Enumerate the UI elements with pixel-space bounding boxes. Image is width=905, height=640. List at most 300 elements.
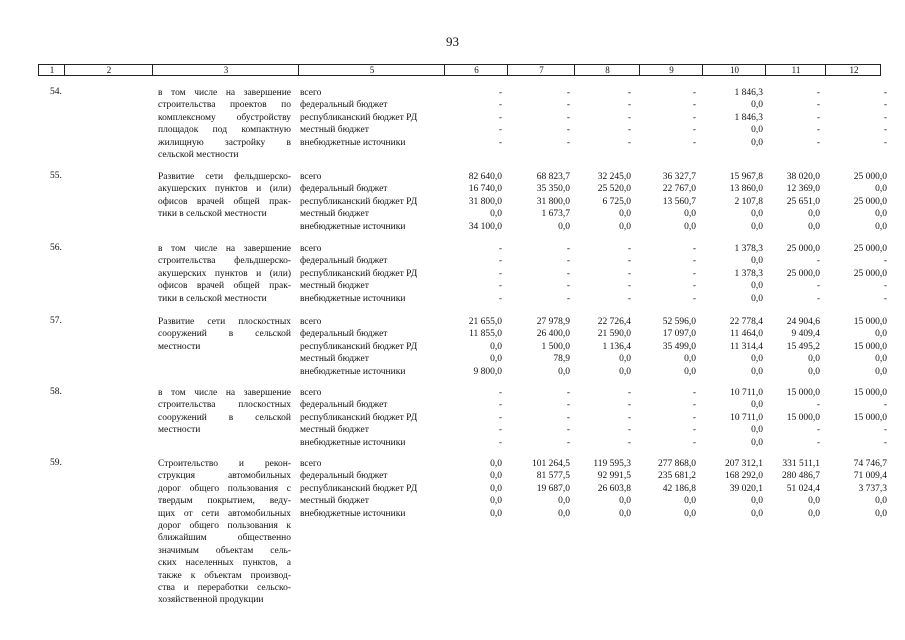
value-cell: 0,0: [808, 366, 820, 377]
value-cell: -: [627, 425, 631, 436]
value-cell: 0,0: [808, 354, 820, 365]
description-line: сельской местности: [158, 150, 239, 161]
header-col-6: 6: [474, 65, 479, 75]
description-line: дорог общего пользования с: [158, 483, 291, 494]
value-cell: 36 327,7: [662, 172, 696, 182]
value-cell: -: [566, 256, 570, 267]
funding-source-label: всего: [300, 244, 322, 254]
value-column-11: [768, 316, 820, 378]
value-column-7: [514, 316, 570, 378]
row-description: [158, 458, 291, 607]
header-col-1: 1: [49, 65, 55, 75]
description-line: площадок под компактную: [158, 125, 291, 136]
value-cell: 25 000,0: [853, 268, 887, 279]
value-cell: 0,0: [808, 209, 820, 220]
value-column-8: [578, 87, 631, 149]
header-col-2: 2: [106, 65, 112, 75]
value-cell: -: [566, 125, 570, 136]
value-column-10: [706, 87, 763, 149]
description-line: тики в сельской местности: [158, 293, 267, 304]
funding-sources: [300, 387, 460, 449]
value-cell: -: [566, 244, 570, 254]
value-cell: 52 596,0: [662, 317, 696, 327]
value-cell: 13 560,7: [662, 196, 696, 207]
value-cell: 25 000,0: [786, 268, 820, 279]
funding-source-label: федеральный бюджет: [300, 100, 388, 111]
value-cell: 0,0: [875, 354, 887, 365]
funding-sources: [300, 458, 460, 520]
funding-source-label: местный бюджет: [300, 125, 369, 136]
funding-sources: [300, 87, 460, 149]
value-cell: -: [883, 88, 887, 98]
value-cell: -: [498, 137, 502, 148]
value-cell: -: [627, 388, 631, 398]
value-cell: -: [692, 244, 696, 254]
description-line: местности: [158, 425, 201, 436]
value-cell: -: [692, 425, 696, 436]
value-cell: 15 000,0: [853, 317, 887, 327]
value-cell: -: [692, 125, 696, 136]
value-cell: -: [627, 125, 631, 136]
value-cell: -: [692, 437, 696, 448]
description-line: офисов врачей общей прак-: [158, 196, 291, 207]
header-col-10: 10: [730, 65, 739, 75]
description-line: Строительство и рекон-: [158, 459, 291, 469]
value-cell: -: [566, 268, 570, 279]
row-description: [158, 87, 291, 161]
description-line: в том числе на завершение: [158, 388, 291, 398]
funding-source-label: республиканский бюджет РД: [300, 196, 418, 207]
value-cell: 35 499,0: [662, 341, 696, 352]
value-column-8: [578, 458, 631, 520]
value-cell: 22 767,0: [662, 184, 696, 195]
row-description: [158, 387, 291, 437]
value-cell: 0,0: [751, 293, 763, 304]
value-cell: 31 800,0: [468, 196, 502, 207]
value-cell: 25 000,0: [853, 172, 887, 182]
value-cell: 78,9: [553, 354, 570, 365]
description-line: в том числе на завершение: [158, 244, 291, 254]
description-line: офисов врачей общей прак-: [158, 281, 291, 292]
value-cell: -: [498, 268, 502, 279]
value-column-12: [830, 316, 887, 378]
value-cell: 15 967,8: [729, 172, 763, 182]
value-cell: -: [816, 112, 820, 123]
value-cell: 0,0: [619, 496, 631, 507]
value-cell: -: [627, 293, 631, 304]
value-cell: -: [692, 388, 696, 398]
header-divider: [298, 65, 299, 75]
funding-source-label: внебюджетные источники: [300, 366, 406, 377]
value-cell: 13 860,0: [729, 184, 763, 195]
value-cell: 0,0: [490, 341, 502, 352]
value-cell: -: [566, 88, 570, 98]
value-column-12: [830, 243, 887, 305]
value-cell: 1 673,7: [541, 209, 570, 220]
value-cell: 24 904,6: [786, 317, 820, 327]
value-cell: 0,0: [490, 483, 502, 494]
description-line: местности: [158, 341, 201, 352]
value-cell: 1 846,3: [734, 88, 763, 98]
header-divider: [444, 65, 445, 75]
row-number: 59.: [50, 458, 62, 468]
value-cell: 34 100,0: [468, 221, 502, 232]
value-cell: -: [883, 112, 887, 123]
value-cell: 0,0: [619, 209, 631, 220]
value-cell: 51 024,4: [786, 483, 820, 494]
value-cell: 0,0: [558, 496, 570, 507]
value-cell: 1 846,3: [734, 112, 763, 123]
value-cell: 0,0: [875, 184, 887, 195]
value-cell: -: [692, 100, 696, 111]
description-line: строительства плоскостных: [158, 400, 291, 411]
value-cell: 0,0: [684, 508, 696, 519]
value-cell: -: [816, 437, 820, 448]
value-cell: -: [498, 425, 502, 436]
value-cell: -: [883, 125, 887, 136]
value-cell: 25 520,0: [597, 184, 631, 195]
value-cell: 15 495,2: [786, 341, 820, 352]
value-cell: 25 000,0: [786, 244, 820, 254]
value-cell: -: [498, 88, 502, 98]
description-line: строительства фельдшерско-: [158, 256, 291, 267]
value-cell: 9 800,0: [473, 366, 502, 377]
value-cell: 207 312,1: [725, 459, 763, 469]
row-description: [158, 171, 291, 221]
value-cell: -: [883, 425, 887, 436]
value-cell: 71 009,4: [853, 471, 887, 482]
value-cell: 0,0: [490, 354, 502, 365]
value-column-8: [578, 243, 631, 305]
value-cell: 0,0: [490, 508, 502, 519]
funding-source-label: республиканский бюджет РД: [300, 483, 418, 494]
funding-source-label: всего: [300, 388, 322, 398]
value-column-11: [768, 171, 820, 233]
funding-source-label: местный бюджет: [300, 354, 369, 365]
value-cell: 119 595,3: [593, 459, 631, 469]
value-cell: -: [883, 137, 887, 148]
funding-source-label: местный бюджет: [300, 281, 369, 292]
header-divider: [574, 65, 575, 75]
description-line: также к объектам производ-: [158, 570, 291, 581]
value-cell: -: [498, 244, 502, 254]
description-line: Развитие сети фельдшерско-: [158, 172, 291, 182]
value-cell: 25 000,0: [853, 196, 887, 207]
value-cell: -: [566, 293, 570, 304]
value-cell: 6 725,0: [602, 196, 631, 207]
value-column-6: [448, 458, 502, 520]
page-number: 93: [446, 34, 459, 49]
value-column-6: [448, 243, 502, 305]
value-cell: 0,0: [808, 221, 820, 232]
value-cell: -: [692, 137, 696, 148]
value-cell: 168 292,0: [725, 471, 763, 482]
value-column-6: [448, 387, 502, 449]
value-cell: -: [627, 400, 631, 411]
value-cell: 0,0: [751, 437, 763, 448]
value-column-6: [448, 316, 502, 378]
funding-source-label: местный бюджет: [300, 496, 369, 507]
value-cell: -: [627, 137, 631, 148]
value-column-9: [641, 458, 696, 520]
value-cell: -: [627, 100, 631, 111]
funding-source-label: внебюджетные источники: [300, 508, 406, 519]
funding-sources: [300, 171, 460, 233]
value-column-11: [768, 87, 820, 149]
value-cell: 21 590,0: [597, 329, 631, 340]
description-line: акушерских пунктов и (или): [158, 268, 291, 279]
value-cell: 0,0: [875, 508, 887, 519]
value-cell: 10 711,0: [730, 388, 763, 398]
value-cell: 1 136,4: [602, 341, 631, 352]
value-cell: -: [498, 412, 502, 423]
value-column-11: [768, 458, 820, 520]
value-column-8: [578, 316, 631, 378]
value-cell: 0,0: [684, 354, 696, 365]
value-cell: -: [692, 400, 696, 411]
value-cell: -: [692, 88, 696, 98]
value-cell: 1 378,3: [734, 268, 763, 279]
funding-source-label: федеральный бюджет: [300, 400, 388, 411]
value-cell: 0,0: [751, 256, 763, 267]
value-cell: -: [692, 293, 696, 304]
value-cell: -: [566, 412, 570, 423]
value-cell: 0,0: [808, 496, 820, 507]
value-cell: 2 107,8: [734, 196, 763, 207]
value-column-6: [448, 171, 502, 233]
value-cell: -: [692, 112, 696, 123]
value-cell: 9 409,4: [791, 329, 820, 340]
description-line: твердым покрытием, веду-: [158, 496, 291, 507]
value-cell: 0,0: [751, 496, 763, 507]
value-cell: 17 097,0: [662, 329, 696, 340]
description-line: хозяйственной продукции: [158, 595, 264, 606]
value-cell: 42 186,8: [662, 483, 696, 494]
value-cell: 11 855,0: [469, 329, 502, 340]
value-cell: 22 726,4: [597, 317, 631, 327]
value-cell: 1 500,0: [541, 341, 570, 352]
funding-source-label: внебюджетные источники: [300, 293, 406, 304]
value-cell: -: [566, 100, 570, 111]
funding-source-label: республиканский бюджет РД: [300, 268, 418, 279]
header-col-5: 5: [369, 65, 375, 75]
funding-source-label: всего: [300, 172, 322, 182]
value-cell: 0,0: [875, 366, 887, 377]
value-column-10: [706, 243, 763, 305]
value-cell: 15 000,0: [853, 412, 887, 423]
funding-source-label: республиканский бюджет РД: [300, 112, 418, 123]
header-col-12: 12: [849, 65, 859, 75]
funding-source-label: республиканский бюджет РД: [300, 412, 418, 423]
value-column-12: [830, 387, 887, 449]
value-cell: 26 603,8: [597, 483, 631, 494]
value-cell: 0,0: [684, 221, 696, 232]
value-column-9: [641, 171, 696, 233]
value-cell: 0,0: [808, 508, 820, 519]
value-cell: -: [816, 425, 820, 436]
value-column-10: [706, 316, 763, 378]
value-cell: 3 737,3: [858, 483, 887, 494]
value-column-7: [514, 458, 570, 520]
value-cell: -: [498, 388, 502, 398]
header-divider: [639, 65, 640, 75]
value-cell: 74 746,7: [853, 459, 887, 469]
value-cell: -: [692, 256, 696, 267]
value-cell: 0,0: [619, 221, 631, 232]
value-cell: -: [627, 244, 631, 254]
value-cell: -: [566, 112, 570, 123]
value-column-9: [641, 387, 696, 449]
value-cell: -: [883, 281, 887, 292]
value-cell: 22 778,4: [729, 317, 763, 327]
header-divider: [825, 65, 826, 75]
value-column-10: [706, 458, 763, 520]
value-cell: 0,0: [751, 137, 763, 148]
value-cell: -: [498, 281, 502, 292]
value-cell: -: [692, 268, 696, 279]
header-col-9: 9: [669, 65, 674, 75]
value-cell: -: [566, 425, 570, 436]
value-cell: 0,0: [751, 400, 763, 411]
description-line: ближайшим общественно: [158, 533, 291, 544]
value-cell: 0,0: [751, 425, 763, 436]
value-column-12: [830, 171, 887, 233]
value-cell: 26 400,0: [536, 329, 570, 340]
value-cell: -: [498, 437, 502, 448]
value-cell: 235 681,2: [658, 471, 696, 482]
value-cell: -: [627, 268, 631, 279]
value-cell: 0,0: [751, 354, 763, 365]
value-cell: 277 868,0: [658, 459, 696, 469]
value-cell: 331 511,1: [782, 459, 820, 469]
value-column-9: [641, 243, 696, 305]
value-cell: -: [498, 400, 502, 411]
value-column-9: [641, 316, 696, 378]
value-cell: -: [627, 412, 631, 423]
value-cell: 38 020,0: [786, 172, 820, 182]
value-cell: 0,0: [875, 496, 887, 507]
value-cell: 81 577,5: [536, 471, 570, 482]
value-cell: 68 823,7: [536, 172, 570, 182]
row-number: 56.: [50, 243, 62, 253]
header-divider: [152, 65, 153, 75]
value-cell: 0,0: [558, 508, 570, 519]
value-cell: -: [816, 137, 820, 148]
header-col-7: 7: [539, 65, 544, 75]
value-cell: -: [816, 88, 820, 98]
value-cell: 0,0: [875, 221, 887, 232]
header-col-3: 3: [223, 65, 229, 75]
value-cell: -: [498, 256, 502, 267]
value-cell: -: [566, 388, 570, 398]
value-column-11: [768, 243, 820, 305]
value-cell: 15 000,0: [786, 412, 820, 423]
value-cell: 0,0: [619, 366, 631, 377]
description-line: тики в сельской местности: [158, 209, 267, 220]
description-line: акушерских пунктов и (или): [158, 184, 291, 195]
value-cell: -: [816, 256, 820, 267]
value-cell: -: [627, 437, 631, 448]
value-column-7: [514, 171, 570, 233]
funding-source-label: местный бюджет: [300, 209, 369, 220]
table-header: [38, 64, 881, 76]
description-line: струкция автомобильных: [158, 471, 291, 482]
value-column-11: [768, 387, 820, 449]
value-cell: 0,0: [490, 471, 502, 482]
value-cell: 0,0: [751, 100, 763, 111]
funding-source-label: федеральный бюджет: [300, 184, 388, 195]
value-cell: -: [816, 125, 820, 136]
value-cell: 0,0: [490, 209, 502, 220]
value-cell: 1 378,3: [734, 244, 763, 254]
value-cell: 32 245,0: [597, 172, 631, 182]
funding-source-label: всего: [300, 88, 322, 98]
description-line: сооружений в сельской: [158, 329, 291, 340]
header-divider: [765, 65, 766, 75]
value-cell: -: [627, 281, 631, 292]
value-cell: 0,0: [619, 508, 631, 519]
value-column-9: [641, 87, 696, 149]
funding-sources: [300, 243, 460, 305]
value-cell: -: [692, 412, 696, 423]
description-line: в том числе на завершение: [158, 88, 291, 98]
value-cell: -: [498, 100, 502, 111]
funding-sources: [300, 316, 460, 378]
value-cell: 0,0: [751, 209, 763, 220]
row-number: 57.: [50, 316, 62, 326]
value-cell: -: [627, 112, 631, 123]
value-cell: 0,0: [751, 366, 763, 377]
description-line: значимым объектам сель-: [158, 545, 291, 556]
value-cell: 0,0: [875, 329, 887, 340]
value-cell: 10 711,0: [730, 412, 763, 423]
description-line: строительства проектов по: [158, 100, 291, 111]
value-cell: 101 264,5: [532, 459, 570, 469]
header-divider: [702, 65, 703, 75]
funding-source-label: федеральный бюджет: [300, 256, 388, 267]
description-line: жилищную застройку в: [158, 137, 291, 148]
value-cell: -: [883, 256, 887, 267]
description-line: комплексному обустройству: [158, 112, 291, 123]
header-col-11: 11: [791, 65, 801, 75]
row-number: 54.: [50, 87, 62, 97]
value-cell: 0,0: [490, 496, 502, 507]
value-cell: -: [498, 112, 502, 123]
row-description: [158, 243, 291, 305]
funding-source-label: внебюджетные источники: [300, 137, 406, 148]
value-cell: 0,0: [684, 366, 696, 377]
value-cell: -: [498, 125, 502, 136]
value-column-12: [830, 458, 887, 520]
value-column-7: [514, 387, 570, 449]
value-cell: 0,0: [619, 354, 631, 365]
description-line: ских населенных пунктов, а: [158, 558, 291, 569]
description-line: щих от сети автомобильных: [158, 508, 291, 519]
row-number: 58.: [50, 387, 62, 397]
funding-source-label: республиканский бюджет РД: [300, 341, 418, 352]
value-cell: 21 655,0: [468, 317, 502, 327]
description-line: сооружений в сельской: [158, 412, 291, 423]
value-cell: -: [627, 88, 631, 98]
value-cell: 0,0: [684, 496, 696, 507]
value-cell: -: [566, 137, 570, 148]
value-cell: 31 800,0: [536, 196, 570, 207]
value-column-8: [578, 171, 631, 233]
description-line: ства и переработки сельско-: [158, 583, 291, 594]
value-cell: 27 978,9: [536, 317, 570, 327]
value-cell: 16 740,0: [468, 184, 502, 195]
value-cell: 280 486,7: [782, 471, 820, 482]
